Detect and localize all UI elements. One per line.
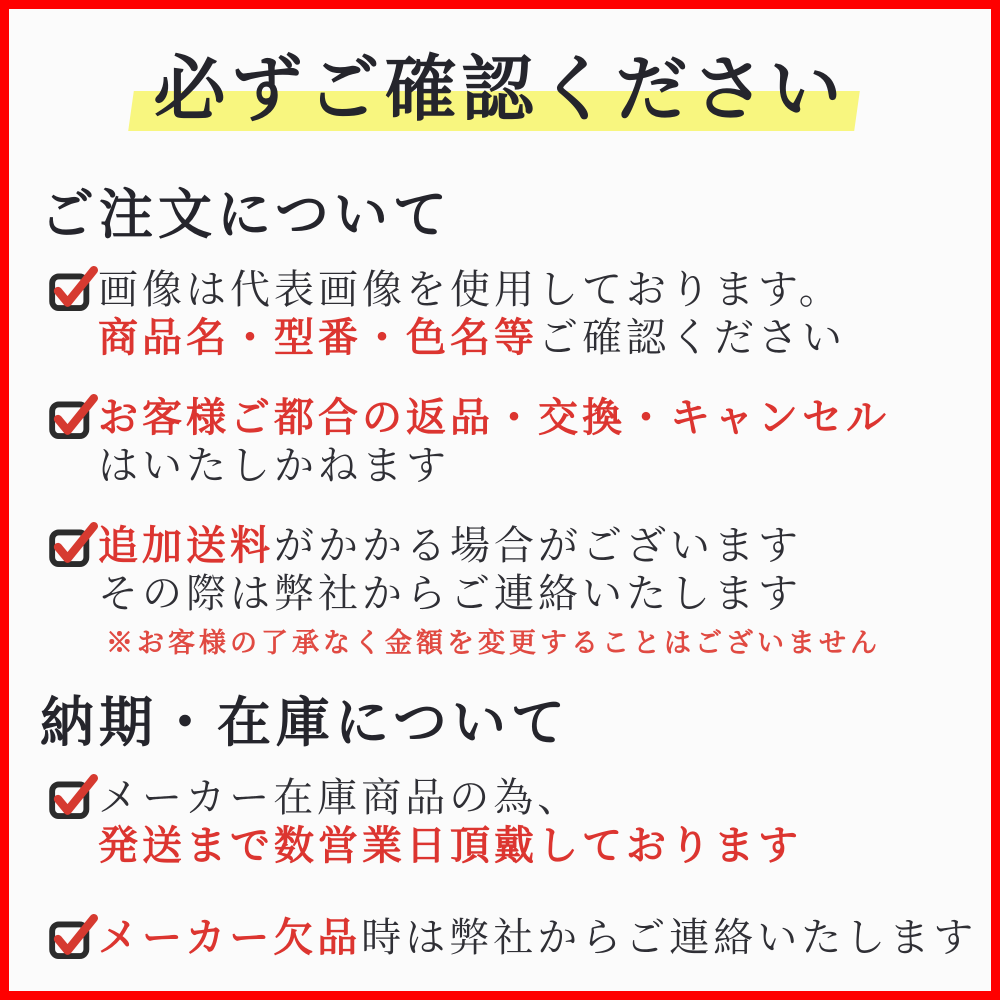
checklist-item-maker-shortage	[48, 914, 991, 962]
checklist-item-extra-shipping	[48, 522, 991, 660]
checklist-item-returns	[48, 394, 991, 490]
item-line-emphasis: 発送まで数営業日頂戴しております	[98, 823, 802, 868]
item-line: ご確認ください	[538, 315, 846, 360]
item-line-emphasis: 追加送料	[98, 523, 274, 568]
page-title: 必ずご確認ください	[153, 50, 847, 130]
item-line: 時は弊社からご連絡いたします	[361, 915, 978, 960]
item-line: 画像は代表画像を使用しております。	[98, 267, 843, 312]
checkbox-checked-icon	[48, 393, 98, 440]
checkbox-checked-icon	[48, 773, 98, 820]
order-checklist	[48, 266, 991, 660]
delivery-checklist	[48, 774, 991, 962]
checkbox-checked-icon	[48, 265, 98, 312]
item-text	[98, 914, 977, 962]
item-line: がかかる場合がございます	[274, 523, 802, 568]
section-heading-delivery: 納期・在庫について	[40, 693, 570, 753]
checkbox-checked-icon	[48, 521, 98, 568]
title-block	[9, 40, 991, 140]
item-text	[98, 394, 890, 490]
item-line-emphasis: メーカー欠品	[98, 915, 362, 960]
checklist-item-maker-stock	[48, 774, 991, 870]
checkbox-checked-icon	[48, 913, 98, 960]
item-note: ※お客様の了承なく金額を変更することはございません	[106, 628, 881, 658]
item-line-emphasis: 商品名・型番・色名等	[98, 315, 538, 360]
item-text	[98, 522, 881, 660]
item-text	[98, 266, 846, 362]
checklist-item-representative-image	[48, 266, 991, 362]
item-text	[98, 774, 802, 870]
item-line: はいたしかねます	[98, 443, 450, 488]
item-line: メーカー在庫商品の為、	[98, 775, 582, 820]
item-line: その際は弊社からご連絡いたします	[98, 571, 802, 616]
item-line-emphasis: お客様ご都合の返品・交換・キャンセル	[98, 395, 890, 440]
section-heading-order: ご注文について	[40, 185, 452, 245]
